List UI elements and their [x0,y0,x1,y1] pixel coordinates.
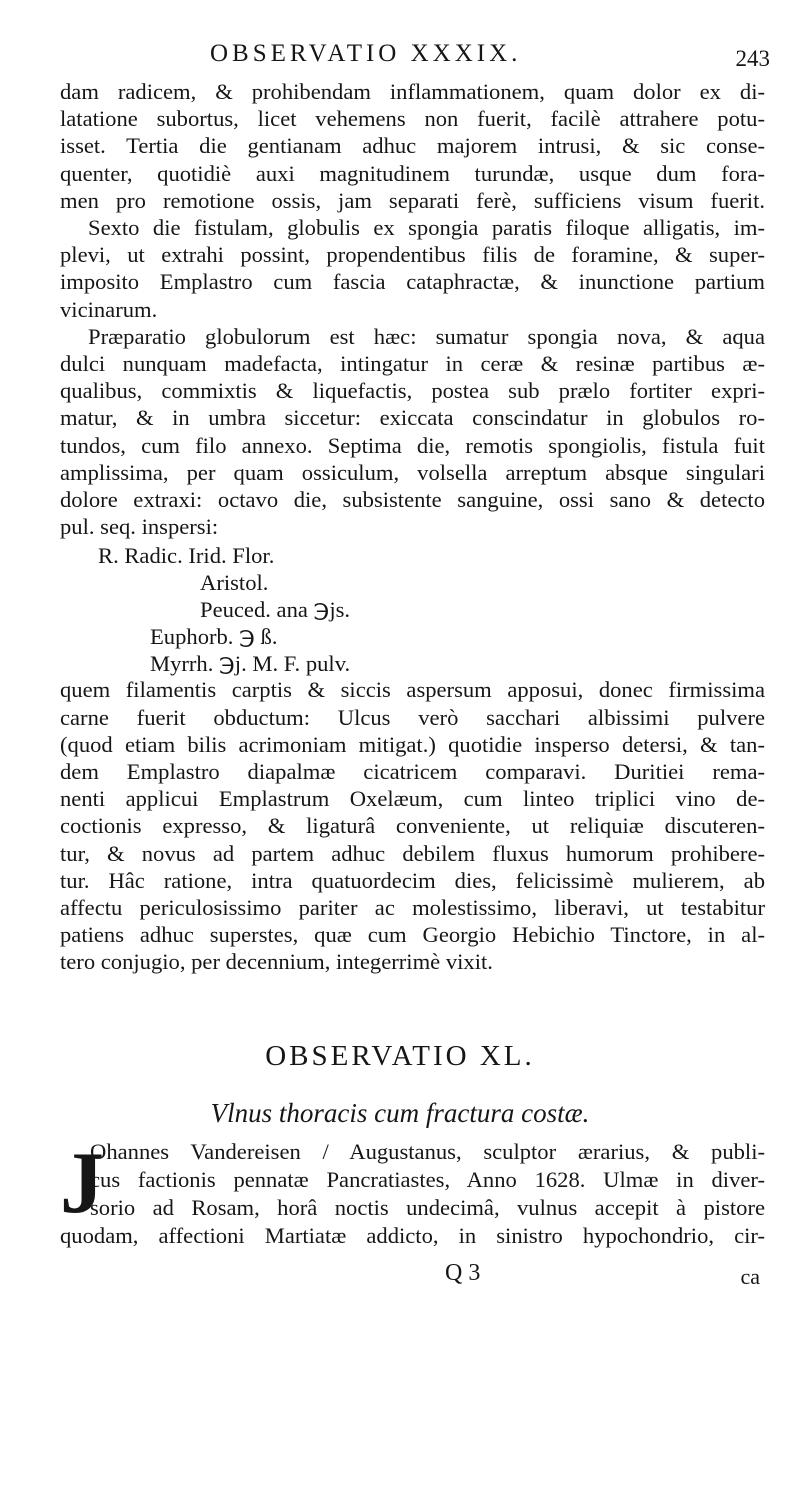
section-title: OBSERVATIO XL. [265,1040,535,1072]
text-line: coctionis expresso, & ligaturâ conveniente, ut reliquiæ discuteren- [60,813,765,839]
recipe-line: R. Radic. Irid. Flor. [98,543,275,569]
observatio-39-text [60,78,765,976]
text-line: tundos, cum filo annexo. Septima die, remotis spongiolis, fistula fuit [60,432,765,458]
recipe-block [60,540,765,676]
text-line: cus factionis pennatæ Pancratiastes, Anno 1628. Ulmæ in diver- [90,1167,765,1192]
text-line: Ohannes Vandereisen / Augustanus, sculptor ærarius, & publi- [90,1139,765,1164]
text-line: qualibus, commixtis & liquefactis, postea sub prælo fortiter expri- [60,378,765,404]
recipe-line: Myrrh. ℈j. M. F. pulv. [150,651,351,677]
text-line: men pro remotione ossis, jam separati ferè, sufficiens visum fuerit. [60,187,765,213]
text-line: latatione subortus, licet vehemens non fuerit, facilè attrahere potu- [60,106,765,132]
recipe-line: Euphorb. ℈ ß. [150,624,278,650]
text-line: dam radicem, & prohibendam inflammationem, quam dolor ex di- [60,79,765,104]
recipe-line: Peuced. ana ℈js. [200,597,351,623]
signature-mark: Q 3 [445,1260,481,1286]
running-title: OBSERVATIO XXXIX. [210,40,522,67]
catchword: ca [740,1264,760,1289]
text-line: quem filamentis carptis & siccis aspersum apposui, donec firmissima [60,677,765,703]
text-line: Præparatio globulorum est hæc: sumatur spongia nova, & aqua [88,323,765,349]
drop-cap: J [60,1135,104,1232]
section-subtitle: Vlnus thoracis cum fractura costæ. [210,1098,590,1128]
text-line: dolore extraxi: octavo die, subsistente sanguine, ossi sano & detecto [60,487,765,513]
text-line: isset. Tertia die gentianam adhuc majorem intrusi, & sic conse- [60,133,765,159]
page-number: 243 [735,46,770,71]
text-line: tero conjugio, per decennium, integerrimè vixit. [60,949,493,975]
running-head [0,40,800,80]
text-line: patiens adhuc superstes, quæ cum Georgio Hebichio Tinctore, in al- [60,922,765,948]
recipe-line: Aristol. [200,570,269,596]
observatio-40-text [60,1135,765,1250]
text-line: vicinarum. [60,296,158,322]
text-line: nenti applicui Emplastrum Oxelæum, cum linteo triplici vino de- [60,786,765,812]
text-line: imposito Emplastro cum fascia cataphractæ, & inunctione partium [60,269,765,295]
text-line: dem Emplastro diapalmæ cicatricem comparavi. Duritiei rema- [60,759,765,785]
text-line: tur. Hâc ratione, intra quatuordecim dies, felicissimè mulierem, ab [60,867,765,893]
text-line: carne fuerit obductum: Ulcus verò sacchari albissimi pulvere [60,704,765,730]
text-line: affectu periculosissimo pariter ac molestissimo, liberavi, ut testabitur [60,895,765,921]
text-line: tur, & novus ad partem adhuc debilem fluxus humorum prohibere- [60,840,765,866]
text-line: quenter, quotidiè auxi magnitudinem turundæ, usque dum fora- [60,160,765,186]
text-line: Sexto die fistulam, globulis ex spongia paratis filoque alligatis, im- [88,215,765,241]
text-line: quodam, affectioni Martiatæ addicto, in sinistro hypochondrio, cir- [60,1223,765,1248]
text-line: matur, & in umbra siccetur: exiccata conscindatur in globulos ro- [60,405,765,431]
text-line: sorio ad Rosam, horâ noctis undecimâ, vulnus accepit à pistore [90,1195,765,1220]
text-line: dulci nunquam madefacta, intingatur in ceræ & resinæ partibus æ- [60,351,765,377]
text-line: amplissima, per quam ossiculum, volsella arreptum absque singulari [60,459,765,485]
text-line: pul. seq. inspersi: [60,514,219,540]
text-line: plevi, ut extrahi possint, propendentibus filis de foramine, & super- [60,242,765,268]
text-line: (quod etiam bilis acrimoniam mitigat.) quotidie insperso detersi, & tan- [60,731,765,757]
